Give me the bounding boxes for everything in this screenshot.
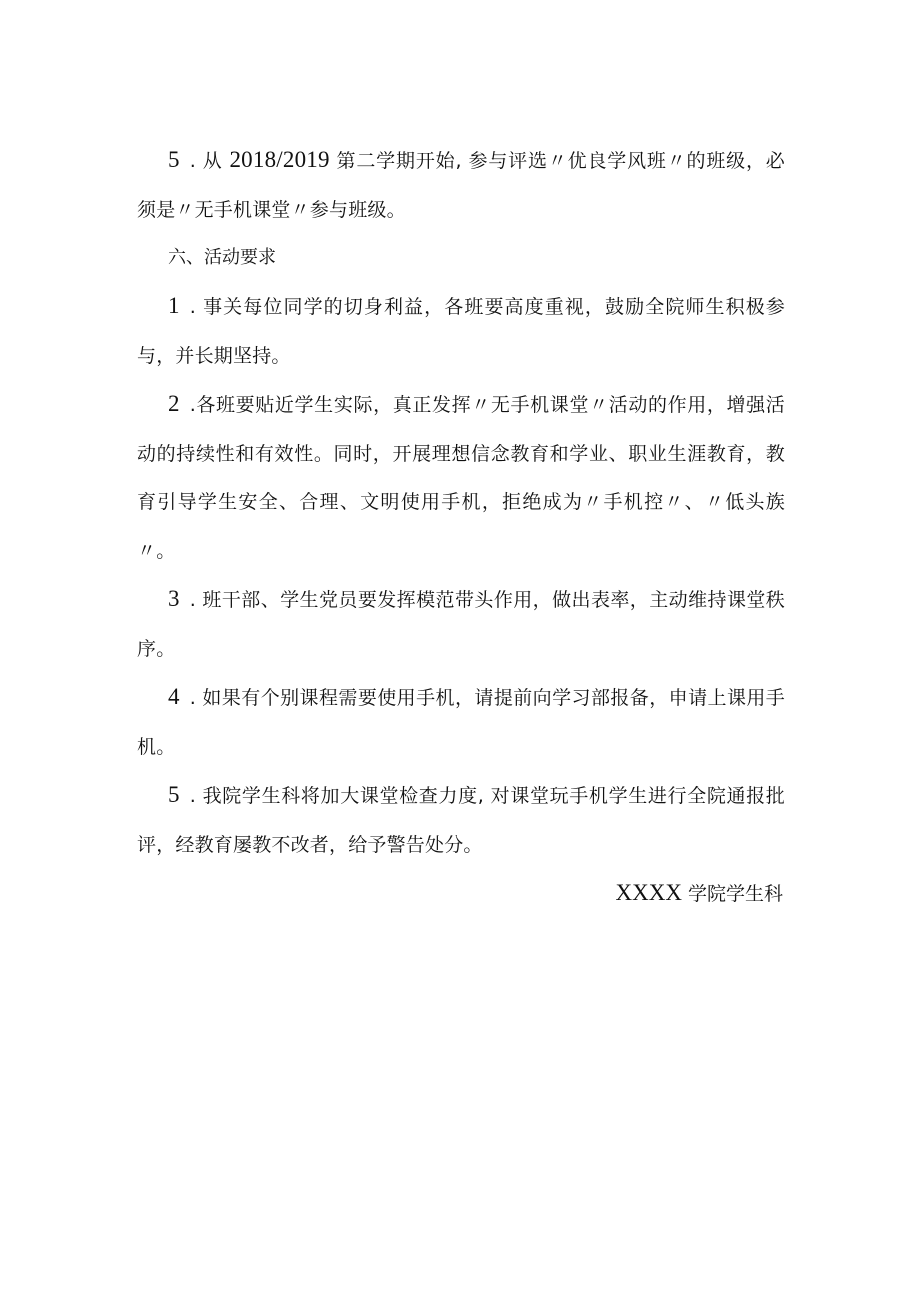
item-text: . 我院学生科将加大课堂检查力度, 对课堂玩手机学生进行全院通报批评，经教育屡教不改者，给予警告处分。 [137,785,785,856]
section-heading: 六、活动要求 [168,247,276,268]
item-text: .各班要贴近学生实际，真正发挥〃无手机课堂〃活动的作用，增强活动的持续性和有效性。同时，开展理想信念教育和学业、职业生涯教育，教育引导学生安全、合理、文明使用手机，拒绝成为〃手机控〃、〃低头族〃。 [137,394,785,562]
item-text-part: . 从 [189,150,230,172]
item-number: 5 [168,782,180,807]
requirement-item-2 [137,380,785,575]
item-number: 3 [168,586,180,611]
document-page [137,136,785,918]
item-text: . 如果有个别课程需要使用手机，请提前向学习部报备，申请上课用手机。 [137,687,785,758]
item-text: . 班干部、学生党员要发挥模范带头作用，做出表率，主动维持课堂秩序。 [137,589,785,660]
requirement-item-4 [137,673,785,771]
signature [137,869,785,918]
requirement-item-1 [137,282,785,380]
item-number: 2 [168,391,180,416]
school-year: 2018/2019 [229,147,330,172]
paragraph-item-5-eligibility [137,136,785,234]
item-number: 5 [168,147,180,172]
item-number: 4 [168,684,180,709]
item-text-part: 第二学期开始, 参与评选〃优良学风班〃的班级，必须是〃无手机课堂〃参与班级。 [137,150,786,221]
item-text: . 事关每位同学的切身利益，各班要高度重视，鼓励全院师生积极参与，并长期坚持。 [137,296,785,367]
signature-org-suffix: 学院学生科 [681,883,783,905]
signature-org-latin: XXXX [615,880,682,905]
requirement-item-3 [137,575,785,673]
item-number: 1 [168,293,180,318]
requirement-item-5 [137,771,785,869]
